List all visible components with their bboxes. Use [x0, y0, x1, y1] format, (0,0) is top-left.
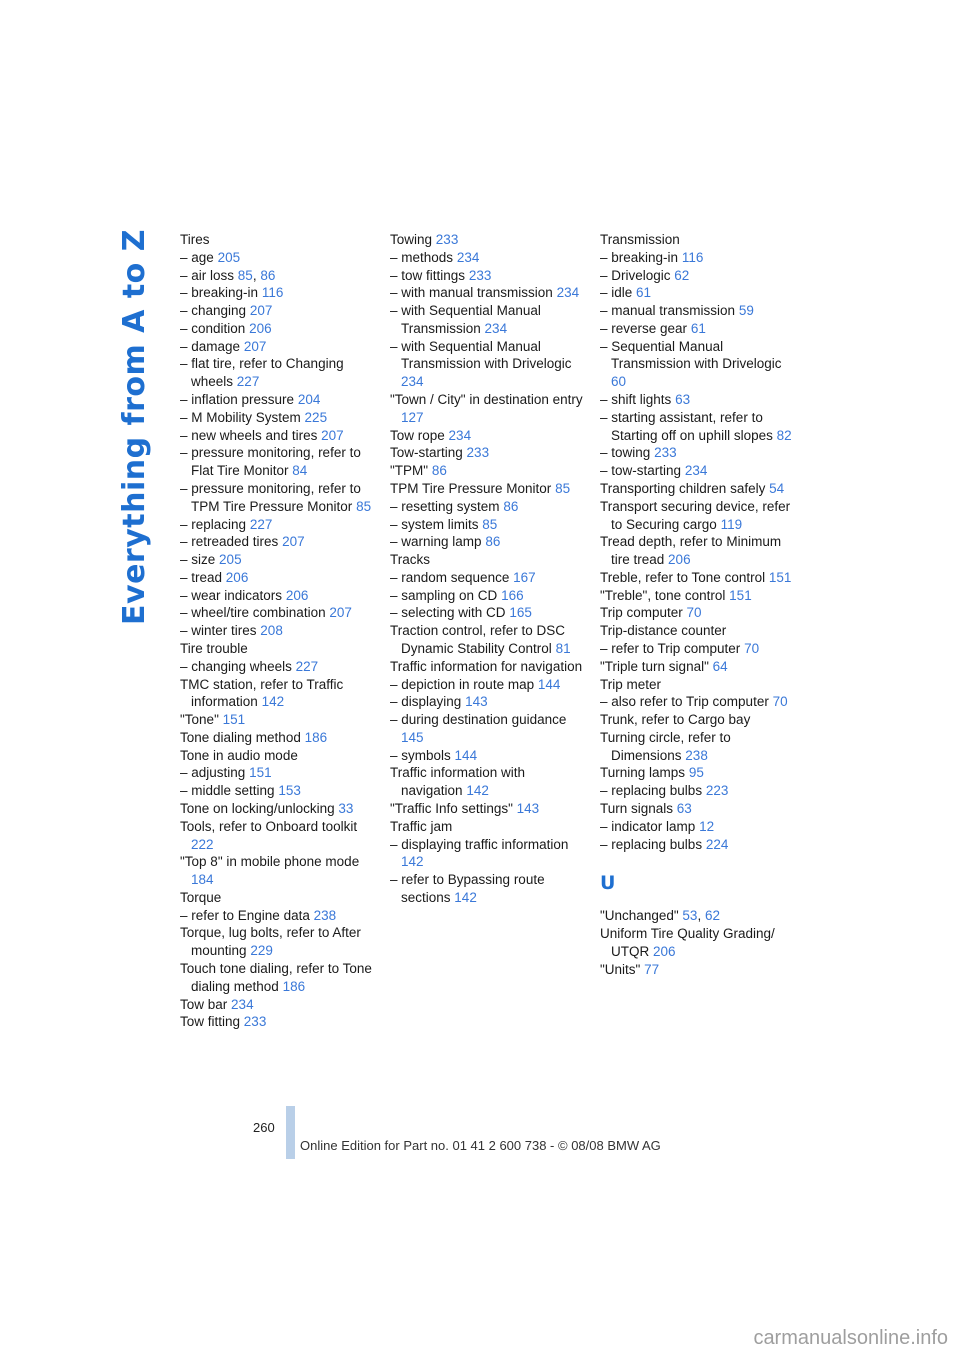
index-entry	[180, 551, 380, 569]
page-reference-link[interactable]: 234	[684, 463, 708, 479]
index-entry	[390, 267, 590, 285]
index-entry	[600, 587, 800, 605]
index-entry	[180, 782, 380, 800]
index-entry	[180, 604, 380, 622]
index-entry-term: – replacing	[180, 516, 247, 532]
index-entry-term: Tone on locking/unlocking	[180, 801, 335, 816]
index-entry	[180, 907, 380, 925]
page-reference-link[interactable]: 151	[249, 765, 272, 781]
index-column-3	[600, 231, 800, 978]
index-entry-term: Turning circle, refer to Dimensions	[600, 729, 731, 763]
page-reference-link[interactable]: 61	[636, 285, 652, 301]
page-reference-link[interactable]: 234	[456, 249, 480, 265]
page-reference-link[interactable]: 54	[769, 480, 785, 496]
index-entry	[600, 267, 800, 285]
index-entry-term: – breaking-in	[180, 285, 259, 301]
index-entry-term: – Drivelogic	[600, 267, 671, 283]
index-entry	[600, 764, 800, 782]
index-entry-term: – symbols	[390, 747, 451, 763]
index-entry-term: – Sequential Manual Transmission with Drivelogic	[600, 338, 782, 372]
page-reference-link[interactable]: 145	[401, 729, 424, 745]
index-entry-term: Tone dialing method	[180, 729, 301, 745]
index-entry-term: – also refer to Trip computer	[600, 694, 769, 710]
page-reference-link[interactable]: 165	[509, 605, 532, 621]
index-entry	[600, 676, 800, 694]
page-reference-link[interactable]: 64	[712, 658, 728, 674]
page-reference-link[interactable]: 86	[503, 498, 519, 514]
index-entry	[600, 604, 800, 622]
index-entry	[180, 747, 380, 765]
index-entry-term: "Triple turn signal"	[600, 658, 709, 674]
index-entry	[600, 231, 800, 249]
page-reference-link[interactable]: 151	[768, 569, 792, 585]
page-reference-link[interactable]: 63	[676, 801, 692, 816]
page-reference-link[interactable]: 142	[401, 854, 424, 870]
index-entry-term: – selecting with CD	[390, 605, 506, 621]
page-reference-link[interactable]: 207	[282, 534, 305, 550]
index-entry	[180, 302, 380, 320]
index-entry-term: Turn signals	[600, 801, 674, 816]
index-entry-term: Touch tone dialing, refer to Tone dialing method	[180, 961, 372, 994]
index-entry-term: – wear indicators	[180, 587, 283, 603]
index-entry-term: – towing	[600, 445, 651, 461]
page-reference-link[interactable]: 61	[690, 320, 706, 336]
index-entry-term: "Units"	[600, 961, 641, 977]
index-entry-term: – tow fittings	[390, 267, 466, 283]
index-entry	[600, 640, 800, 658]
index-entry	[600, 729, 800, 765]
page-reference-link[interactable]: 33	[338, 801, 354, 816]
index-entry-term: "Traffic Info settings"	[390, 801, 513, 816]
index-entry	[600, 462, 800, 480]
index-entry	[180, 711, 380, 729]
index-entry	[180, 249, 380, 267]
index-entry-term: – new wheels and tires	[180, 427, 318, 443]
index-entry	[600, 533, 800, 569]
index-entry	[600, 622, 800, 640]
page-reference-link[interactable]: 234	[401, 374, 424, 390]
index-entry	[600, 338, 800, 391]
index-entry-term: – displaying traffic information	[390, 836, 569, 852]
index-entry	[390, 284, 590, 302]
page-reference-link[interactable]: 81	[555, 640, 571, 656]
index-entry	[180, 676, 380, 712]
index-entry	[600, 658, 800, 676]
index-entry	[180, 658, 380, 676]
index-entry-term: – shift lights	[600, 392, 672, 408]
page-reference-link[interactable]: 234	[231, 996, 254, 1012]
index-entry	[600, 498, 800, 534]
index-column-1	[180, 231, 380, 1031]
index-entry-term: Uniform Tire Quality Grading/ UTQR	[600, 926, 775, 959]
page-reference-link[interactable]: 238	[313, 907, 337, 923]
index-entry-term: – displaying	[390, 694, 462, 710]
index-entry	[390, 604, 590, 622]
index-entry-term: Traction control, refer to DSC Dynamic Stability Control	[390, 623, 566, 656]
page-reference-link[interactable]: 227	[295, 658, 319, 674]
page-reference-link[interactable]: 142	[454, 889, 477, 905]
page-reference-link[interactable]: 82	[776, 427, 792, 443]
index-entry	[390, 658, 590, 676]
index-entry	[180, 853, 380, 889]
page-reference-link[interactable]: 206	[249, 320, 272, 336]
index-entry	[180, 996, 380, 1014]
index-entry	[180, 640, 380, 658]
index-entry	[390, 818, 590, 836]
index-entry-term: Turning lamps	[600, 765, 686, 781]
page-reference-link[interactable]: 60	[611, 374, 627, 390]
page-reference-link[interactable]: 153	[278, 783, 301, 799]
index-entry	[390, 551, 590, 569]
index-entry	[600, 693, 800, 711]
page-reference-link[interactable]: 207	[321, 427, 344, 443]
index-entry	[180, 622, 380, 640]
page-reference-link[interactable]: 234	[556, 285, 580, 301]
watermark-text: carmanualsonline.info	[753, 1327, 948, 1349]
page-ref-separator: ,	[252, 267, 257, 283]
page-reference-link[interactable]: 85	[482, 516, 498, 532]
page-reference-link[interactable]: 77	[644, 961, 660, 977]
index-entry	[180, 818, 380, 854]
page-number: 260	[253, 1120, 275, 1135]
index-entry-term: – sampling on CD	[390, 587, 498, 603]
index-entry-term: Tow fitting	[180, 1014, 241, 1030]
page-reference-link[interactable]: 206	[653, 943, 676, 959]
index-entry-term: – size	[180, 552, 216, 568]
page-reference-link[interactable]: 151	[222, 712, 246, 728]
index-entry-term: – flat tire, refer to Changing wheels	[180, 356, 344, 390]
page-reference-link[interactable]: 207	[243, 338, 267, 354]
index-entry	[180, 444, 380, 480]
index-entry-term: – air loss	[180, 267, 235, 283]
footer-accent-bar	[286, 1106, 295, 1159]
index-entry	[180, 1013, 380, 1031]
page-reference-link[interactable]: 229	[250, 943, 273, 959]
index-entry-term: TPM Tire Pressure Monitor	[390, 480, 552, 496]
index-entry-term: – starting assistant, refer to Starting off on uphill slopes	[600, 409, 773, 443]
index-entry	[390, 249, 590, 267]
index-entry-term: TMC station, refer to Traffic information	[180, 676, 344, 710]
index-entry	[390, 676, 590, 694]
page-reference-link[interactable]: 233	[468, 267, 492, 283]
index-entry	[600, 711, 800, 729]
index-entry-term: "Tone"	[180, 712, 219, 728]
page-reference-link[interactable]: 224	[705, 836, 729, 852]
index-entry	[600, 569, 800, 587]
index-entry-term: – damage	[180, 338, 241, 354]
page-reference-link[interactable]: 70	[772, 694, 788, 710]
index-entry-term: – system limits	[390, 516, 479, 532]
index-entry-term: Transmission	[600, 232, 680, 247]
index-entry-term: Tow bar	[180, 996, 228, 1012]
index-entry	[390, 427, 590, 445]
index-entry-term: – with Sequential Manual Transmission with Drivelogic	[390, 338, 572, 372]
index-entry-term: Tread depth, refer to Minimum tire tread	[600, 534, 782, 568]
index-entry-term: Transport securing device, refer to Securing cargo	[600, 498, 791, 532]
index-entry-term: Torque	[180, 889, 222, 905]
page-reference-link[interactable]: 144	[454, 747, 478, 763]
index-entry	[600, 782, 800, 800]
index-entry	[180, 924, 380, 960]
page-reference-link[interactable]: 233	[654, 445, 677, 461]
index-entry-term: – pressure monitoring, refer to Flat Tire Monitor	[180, 445, 361, 479]
page-reference-link[interactable]: 208	[260, 623, 283, 639]
index-entry-term: Trip computer	[600, 605, 683, 621]
page-reference-link[interactable]: 142	[466, 783, 489, 799]
index-entry-term: Tires	[180, 232, 210, 247]
index-entry-term: – methods	[390, 249, 454, 265]
page-reference-link[interactable]: 206	[668, 552, 691, 568]
index-entry-term: – tow-starting	[600, 463, 682, 479]
index-entry-term: – age	[180, 249, 214, 265]
index-entry	[390, 587, 590, 605]
index-entry-term: – manual transmission	[600, 303, 736, 319]
footer-edition-note: Online Edition for Part no. 01 41 2 600 738 - © 08/08 BMW AG	[300, 1138, 661, 1153]
page-reference-link[interactable]: 166	[501, 587, 524, 603]
index-entry-term: Transporting children safely	[600, 480, 766, 496]
page-reference-link[interactable]: 151	[729, 587, 752, 603]
page-reference-link[interactable]: 227	[249, 516, 273, 532]
index-entry-term: – with manual transmission	[390, 285, 553, 301]
page-ref-separator: ,	[697, 908, 702, 924]
index-entry-term: – wheel/tire combination	[180, 605, 326, 621]
page-reference-link[interactable]: 86	[431, 463, 447, 479]
index-entry-term: Trip-distance counter	[600, 623, 727, 639]
index-entry	[390, 569, 590, 587]
index-entry-term: Tools, refer to Onboard toolkit	[180, 818, 358, 834]
index-entry-term: Tire trouble	[180, 640, 248, 656]
page-reference-link[interactable]: 186	[304, 729, 328, 745]
index-entry	[180, 284, 380, 302]
index-entry-term: – condition	[180, 320, 246, 336]
index-entry	[180, 391, 380, 409]
index-entry-term: – changing wheels	[180, 658, 292, 674]
index-letter-heading: U	[600, 872, 616, 895]
page-reference-link[interactable]: 143	[465, 694, 488, 710]
index-entry-term: – reverse gear	[600, 320, 688, 336]
page-reference-link[interactable]: 84	[292, 463, 308, 479]
index-entry	[600, 907, 800, 925]
page-reference-link[interactable]: 225	[304, 409, 328, 425]
index-entry	[180, 533, 380, 551]
page-reference-link[interactable]: 85	[555, 480, 571, 496]
index-entry-term: – idle	[600, 285, 633, 301]
index-entry	[390, 391, 590, 427]
index-entry	[600, 249, 800, 267]
page-reference-link[interactable]: 186	[282, 978, 306, 994]
index-entry	[600, 925, 800, 961]
index-entry	[180, 729, 380, 747]
page-reference-link[interactable]: 207	[329, 605, 352, 621]
index-entry	[180, 800, 380, 818]
index-entry-term: Torque, lug bolts, refer to After mounting	[180, 925, 361, 959]
index-entry	[180, 480, 380, 516]
index-entry	[390, 836, 590, 872]
index-entry	[390, 516, 590, 534]
index-entry-term: – adjusting	[180, 765, 246, 781]
index-entry-term: "Treble", tone control	[600, 587, 726, 603]
index-entry	[390, 622, 590, 658]
index-entry-term: "Unchanged"	[600, 908, 679, 924]
page-reference-link[interactable]: 142	[261, 694, 285, 710]
index-entry	[390, 747, 590, 765]
index-entry	[180, 960, 380, 996]
page-reference-link[interactable]: 205	[217, 249, 241, 265]
page-reference-link[interactable]: 184	[191, 872, 214, 888]
page-reference-link[interactable]: 63	[675, 392, 691, 408]
index-entry-term: Tow rope	[390, 427, 445, 443]
page-reference-link[interactable]: 59	[738, 303, 754, 319]
index-entry	[600, 284, 800, 302]
index-entry-term: Treble, refer to Tone control	[600, 569, 766, 585]
page-reference-link[interactable]: 119	[720, 516, 743, 532]
index-entry-term: "Top 8" in mobile phone mode	[180, 854, 360, 870]
index-entry	[180, 427, 380, 445]
index-entry	[390, 533, 590, 551]
page-reference-link[interactable]: 86	[260, 267, 276, 283]
page-reference-link[interactable]: 204	[297, 392, 321, 408]
index-entry-term: "TPM"	[390, 463, 429, 479]
index-entry-term: – random sequence	[390, 569, 510, 585]
index-entry	[390, 444, 590, 462]
page-reference-link[interactable]: 85	[237, 267, 253, 283]
index-entry	[600, 444, 800, 462]
page-reference-link[interactable]: 143	[516, 801, 540, 816]
index-entry	[390, 480, 590, 498]
index-entry-term: Traffic jam	[390, 818, 453, 834]
index-entry	[390, 800, 590, 818]
page-reference-link[interactable]: 95	[688, 765, 704, 781]
index-entry	[600, 818, 800, 836]
index-entry	[180, 338, 380, 356]
index-entry-term: – indicator lamp	[600, 818, 696, 834]
index-entry-term: – refer to Bypassing route sections	[390, 872, 545, 905]
index-entry	[390, 711, 590, 747]
page-reference-link[interactable]: 144	[537, 676, 561, 692]
index-entry	[600, 836, 800, 854]
page-reference-link[interactable]: 234	[448, 427, 472, 443]
index-entry	[600, 409, 800, 445]
index-entry-term: – retreaded tires	[180, 534, 279, 550]
index-entry	[390, 871, 590, 907]
index-entry	[600, 302, 800, 320]
page-reference-link[interactable]: 227	[236, 374, 260, 390]
page-reference-link[interactable]: 223	[705, 783, 729, 799]
index-entry	[390, 231, 590, 249]
index-entry-term: Traffic information with navigation	[390, 765, 526, 799]
index-entry-term: – middle setting	[180, 783, 275, 799]
index-entry	[600, 961, 800, 979]
index-column-2	[390, 231, 590, 907]
index-entry-term: Towing	[390, 232, 433, 247]
index-entry	[390, 693, 590, 711]
index-entry	[180, 355, 380, 391]
index-entry-term: – refer to Trip computer	[600, 640, 741, 656]
index-entry	[390, 302, 590, 338]
page-reference-link[interactable]: 70	[744, 640, 760, 656]
page-reference-link[interactable]: 233	[466, 445, 490, 461]
index-entry-term: – pressure monitoring, refer to TPM Tire Pressure Monitor	[180, 480, 361, 514]
index-entry-term: – resetting system	[390, 498, 500, 514]
index-entry	[390, 462, 590, 480]
page-reference-link[interactable]: 234	[484, 320, 508, 336]
index-entry	[600, 800, 800, 818]
page-reference-link[interactable]: 233	[435, 232, 459, 247]
index-entry-term: Trip meter	[600, 676, 662, 692]
index-entry	[180, 889, 380, 907]
index-entry	[180, 516, 380, 534]
index-entry-term: – depiction in route map	[390, 676, 535, 692]
page-reference-link[interactable]: 116	[261, 285, 284, 301]
index-entry-term: Traffic information for navigation	[390, 658, 583, 674]
page-reference-link[interactable]: 206	[225, 569, 249, 585]
index-entry	[180, 267, 380, 285]
index-entry-term: – changing	[180, 303, 247, 319]
page-reference-link[interactable]: 62	[674, 267, 690, 283]
page-reference-link[interactable]: 167	[513, 569, 536, 585]
index-entry	[390, 338, 590, 391]
page-reference-link[interactable]: 116	[681, 249, 704, 265]
page-reference-link[interactable]: 85	[356, 498, 372, 514]
index-entry-term: – M Mobility System	[180, 409, 301, 425]
index-entry	[180, 569, 380, 587]
index-entry-term: Tone in audio mode	[180, 747, 298, 763]
index-entry-term: – breaking-in	[600, 249, 679, 265]
page-reference-link[interactable]: 53	[682, 908, 698, 924]
index-entry	[600, 391, 800, 409]
index-entry-term: – replacing bulbs	[600, 783, 703, 799]
index-entry-term: – tread	[180, 569, 223, 585]
page-reference-link[interactable]: 206	[285, 587, 309, 603]
page-reference-link[interactable]: 127	[401, 409, 424, 425]
page-reference-link[interactable]: 62	[704, 908, 720, 924]
index-entry-term: Tracks	[390, 552, 430, 568]
index-entry	[180, 409, 380, 427]
index-entry-term: "Town / City" in destination entry	[390, 392, 583, 408]
index-entry-term: – during destination guidance	[390, 712, 567, 728]
index-entry	[180, 764, 380, 782]
index-entry	[180, 587, 380, 605]
index-entry-term: – inflation pressure	[180, 392, 295, 408]
index-entry	[600, 320, 800, 338]
index-entry-term: – with Sequential Manual Transmission	[390, 303, 541, 336]
index-entry	[390, 498, 590, 516]
page-reference-link[interactable]: 86	[485, 534, 501, 550]
page-reference-link[interactable]: 207	[249, 303, 273, 319]
page-reference-link[interactable]: 222	[191, 836, 214, 852]
index-entry-term: – refer to Engine data	[180, 907, 310, 923]
index-entry	[600, 480, 800, 498]
index-entry	[180, 320, 380, 338]
page-reference-link[interactable]: 205	[219, 552, 242, 568]
index-entry-term: – warning lamp	[390, 534, 482, 550]
page-reference-link[interactable]: 238	[685, 747, 708, 763]
chapter-side-title: Everything from A to Z	[117, 229, 152, 625]
index-entry-term: – replacing bulbs	[600, 836, 703, 852]
page-reference-link[interactable]: 233	[243, 1014, 267, 1030]
page-reference-link[interactable]: 12	[699, 818, 715, 834]
page-reference-link[interactable]: 70	[686, 605, 702, 621]
index-entry	[390, 764, 590, 800]
index-entry	[180, 231, 380, 249]
index-entry-term: Tow-starting	[390, 445, 463, 461]
index-entry-term: – winter tires	[180, 623, 257, 639]
index-entry-term: Trunk, refer to Cargo bay	[600, 712, 751, 728]
